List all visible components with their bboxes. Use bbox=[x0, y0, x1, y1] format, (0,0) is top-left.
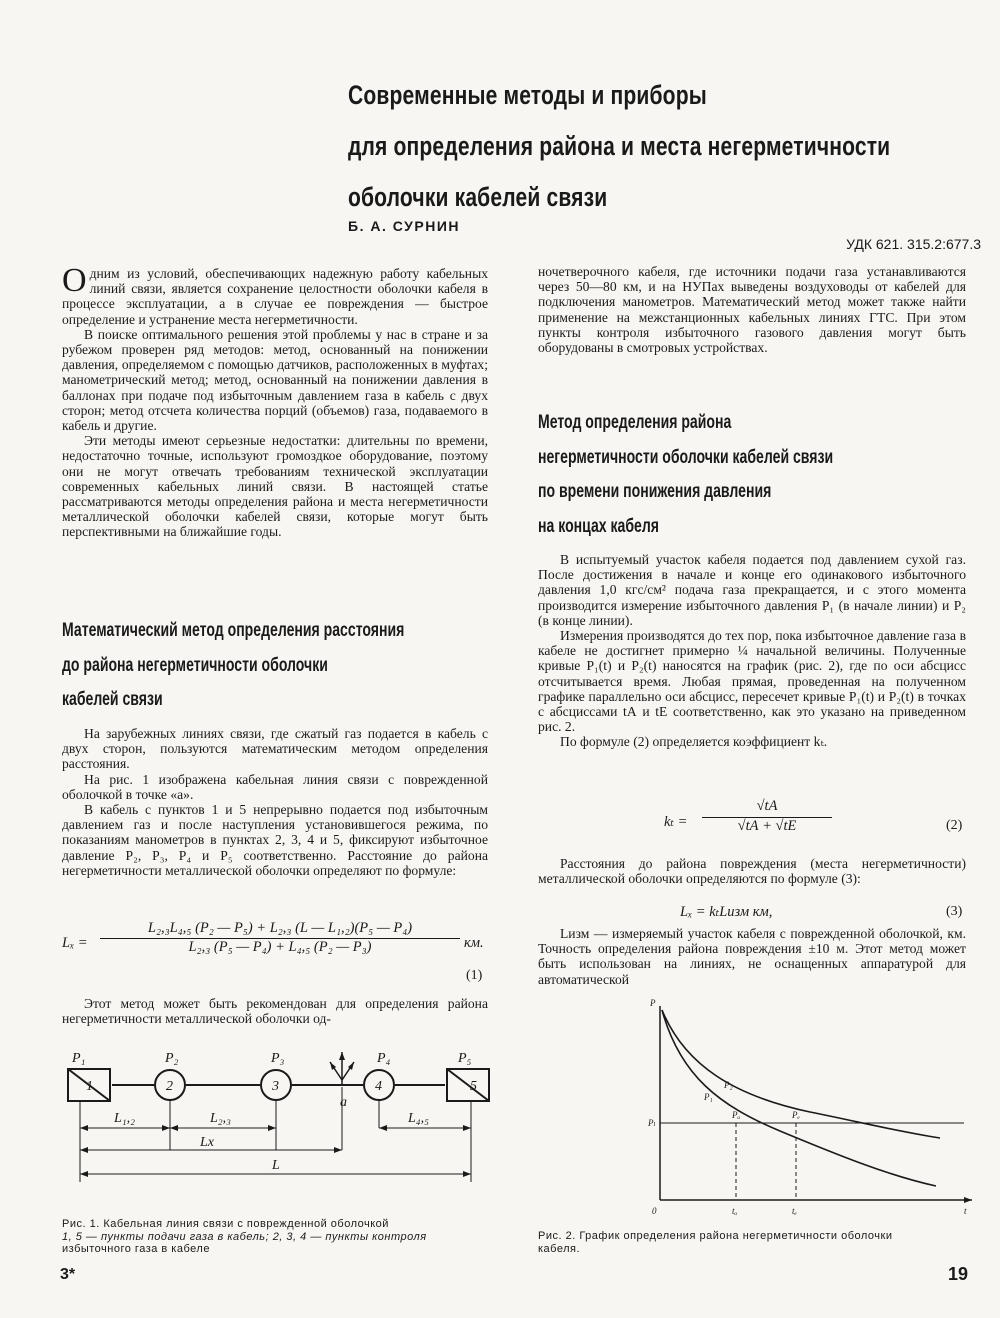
column-right bbox=[538, 264, 966, 355]
column-left-3 bbox=[62, 996, 488, 1026]
title-line: оболочки кабелей связи bbox=[348, 182, 608, 212]
column-left-2 bbox=[62, 726, 488, 878]
column-right-4 bbox=[538, 926, 966, 987]
curve-p1-label: P₁ bbox=[704, 1092, 713, 1102]
paragraph: На зарубежных линиях связи, где сжатый газ подается в кабель с двух сторон, пользуются математическим методом определения расстояния. bbox=[62, 726, 488, 772]
label-station-3: 3 bbox=[272, 1079, 279, 1094]
equation-number: (3) bbox=[946, 904, 963, 919]
formula-1: Lₓ = $\frac{\text{L₂,₃L₄,₅ (P₂ — P₅) + L₂,₃ (L — L₁,₂)(P₅ — P₄)}}{\text{L₂,₃ (P₅ — P₄) + L₄,₅ (P₂ — P₃)}}$ км. bbox=[62, 920, 484, 955]
point-pe-label: Pₑ bbox=[792, 1110, 800, 1120]
paragraph: В поиске оптимального решения этой проблемы у нас в стране и за рубежом проверен ряд методов: метод, основанный на понижении давления, определяемом с помощью датчиков, расположенных в муфтах; манометрический метод; метод, основанный на понижении давления в баллонах при подаче под избыточным давлением газа в кабель с двух сторон; метод отсчета количества порций (объемов) газа, подаваемого в кабель и другие. bbox=[62, 326, 488, 434]
title-line: Современные методы и приборы bbox=[348, 80, 707, 110]
paragraph: Расстояния до района повреждения (места негерметичности) металлической оболочки определяются по формуле (3): bbox=[538, 856, 966, 887]
label-l23: L₂,₃ bbox=[210, 1111, 232, 1126]
figure-1-caption: Рис. 1. Кабельная линия связи с поврежденной оболочкой 1, 5 — пункты подачи газа в кабель; 2, 3, 4 — пункты контроля избыточного газа в кабеле bbox=[62, 1218, 427, 1255]
tick-te-label: tₑ bbox=[792, 1206, 797, 1216]
label-station-5: 5 bbox=[470, 1079, 477, 1094]
label-station-2: 2 bbox=[166, 1079, 173, 1094]
formula-numerator: √tА bbox=[702, 798, 832, 818]
signature-mark: 3* bbox=[60, 1266, 76, 1283]
column-right-3 bbox=[538, 856, 966, 886]
drop-cap: О bbox=[62, 262, 87, 299]
label-a: a bbox=[340, 1095, 347, 1110]
author: Б. А. СУРНИН bbox=[348, 218, 460, 234]
figure-2-graph bbox=[640, 996, 980, 1218]
paragraph: Одним из условий, обеспечивающих надежную работу кабельных линий связи, является сохранение целостности оболочки кабеля в процессе эксплуатации, а в случае ее повреждения — быстрое определение и устранение места негерметичности. bbox=[62, 262, 488, 327]
paragraph: В кабель с пунктов 1 и 5 непрерывно подается под избыточным давлением газ и после наступления установившегося режима, по показаниям манометров в пунктах 2, 3, 4 и 5, фиксируют избыточное давление P₂, P₃, P₄ и P₅ соответственно. Расстояние до района негерметичности металлической оболочки определяют по формуле: bbox=[62, 802, 488, 878]
curve-p2-label: P₂ bbox=[724, 1080, 733, 1090]
section-heading: Метод определения района негерметичности оболочки кабелей связи по времени понижения давления на концах кабеля bbox=[538, 412, 834, 537]
figure-2-caption: Рис. 2. График определения района негерметичности оболочки кабеля. bbox=[538, 1230, 893, 1255]
udk-code: УДК 621. 315.2:677.3 bbox=[846, 236, 981, 252]
label-l45: L₄,₅ bbox=[408, 1111, 430, 1126]
origin-label: 0 bbox=[652, 1206, 657, 1216]
axis-p-label: P bbox=[650, 998, 656, 1008]
point-pa-label: Pₐ bbox=[732, 1110, 741, 1120]
column-left bbox=[62, 262, 488, 540]
paragraph: По формуле (2) определяется коэффициент kₜ. bbox=[560, 734, 828, 750]
level-label: Pₗ bbox=[648, 1118, 656, 1128]
section-heading: Математический метод определения расстояния до района негерметичности оболочки кабелей связи bbox=[62, 620, 405, 710]
label-p2: P₂ bbox=[165, 1051, 179, 1066]
equation-number: (2) bbox=[946, 818, 963, 833]
label-p4: P₄ bbox=[377, 1051, 391, 1066]
label-station-1: 1 bbox=[86, 1079, 93, 1094]
paragraph: На рис. 1 изображена кабельная линия связи с поврежденной оболочкой в точке «а». bbox=[62, 771, 488, 802]
paragraph: Lизм — измеряемый участок кабеля с поврежденной оболочкой, км. Точность определения района повреждения ±10 м. Этот метод может быть использован на линиях, не оснащенных аппаратурой для автоматической bbox=[538, 926, 966, 987]
column-right-2 bbox=[538, 552, 966, 750]
formula-2: kₜ = √tА √tА + √tЕ bbox=[664, 798, 864, 850]
label-lx: Lx bbox=[200, 1135, 214, 1150]
title-line: для определения района и места негерметичности bbox=[348, 131, 891, 161]
article-title bbox=[348, 70, 891, 223]
figure-1-diagram bbox=[60, 1042, 500, 1192]
tick-ta-label: tₐ bbox=[732, 1206, 738, 1216]
paragraph: Этот метод может быть рекомендован для определения района негерметичности металлической оболочки од- bbox=[62, 996, 488, 1027]
paragraph: В испытуемый участок кабеля подается под давлением сухой газ. После достижения в начале и конце его одинакового избыточного давления 1,0 кгс/см² подача газа прекращается, и с этого момента производится измерение избыточного давления P₁ (в начале линии) и P₂ (в конце линии). bbox=[538, 552, 966, 628]
label-l: L bbox=[272, 1158, 280, 1173]
axis-t-label: t bbox=[964, 1206, 967, 1216]
page-number: 19 bbox=[948, 1264, 969, 1284]
label-p5: P₅ bbox=[458, 1051, 472, 1066]
formula-denominator: L₂,₃ (P₅ — P₄) + L₄,₅ (P₂ — P₃) bbox=[188, 939, 372, 955]
formula-3: Lₓ = kₜLизм км, bbox=[680, 904, 773, 920]
label-l12: L₁,₂ bbox=[114, 1111, 136, 1126]
paragraph: Эти методы имеют серьезные недостатки: длительны по времени, недостаточно точные, используют громоздкое оборудование, поэтому они не могут отвечать требованиям технической эксплуатации современных кабельных линий связи. В настоящей статье рассматриваются методы определения района и места негерметичности металлической оболочки кабелей связи, которые могут быть перспективными на ближайшие годы. bbox=[62, 433, 488, 540]
label-station-4: 4 bbox=[375, 1079, 382, 1094]
formula-numerator: L₂,₃L₄,₅ (P₂ — P₅) + L₂,₃ (L — L₁,₂)(P₅ — P₄) bbox=[100, 920, 460, 939]
equation-number: (1) bbox=[466, 968, 483, 983]
paragraph: ночетверочного кабеля, где источники подачи газа устанавливаются через 50—80 км, и на НУПах выведены воздуховоды от кабелей для подключения манометров. Математический метод может также найти применение на межстанционных кабельных линиях ГТС. При этом пункты контроля избыточного газового давления могут быть оборудованы в смотровых устройствах. bbox=[538, 264, 966, 356]
paragraph: Измерения производятся до тех пор, пока избыточное давление газа в кабеле не достигнет примерно ¼ начальной величины. Полученные кривые P₁(t) и P₂(t) наносятся на график (рис. 2), где по оси абсцисс отсчитывается время. Любая прямая, проведенная на полученном графике параллельно оси абсцисс, пересечет кривые P₁(t) и P₂(t) в точках с абсциссами tА и tЕ соответственно, как это указано на приведенном рис. 2. bbox=[538, 628, 966, 735]
label-p3: P₃ bbox=[271, 1051, 285, 1066]
formula-denominator: √tА + √tЕ bbox=[737, 818, 797, 834]
label-p1: P₁ bbox=[72, 1051, 86, 1066]
curve-p2 bbox=[662, 1010, 940, 1138]
